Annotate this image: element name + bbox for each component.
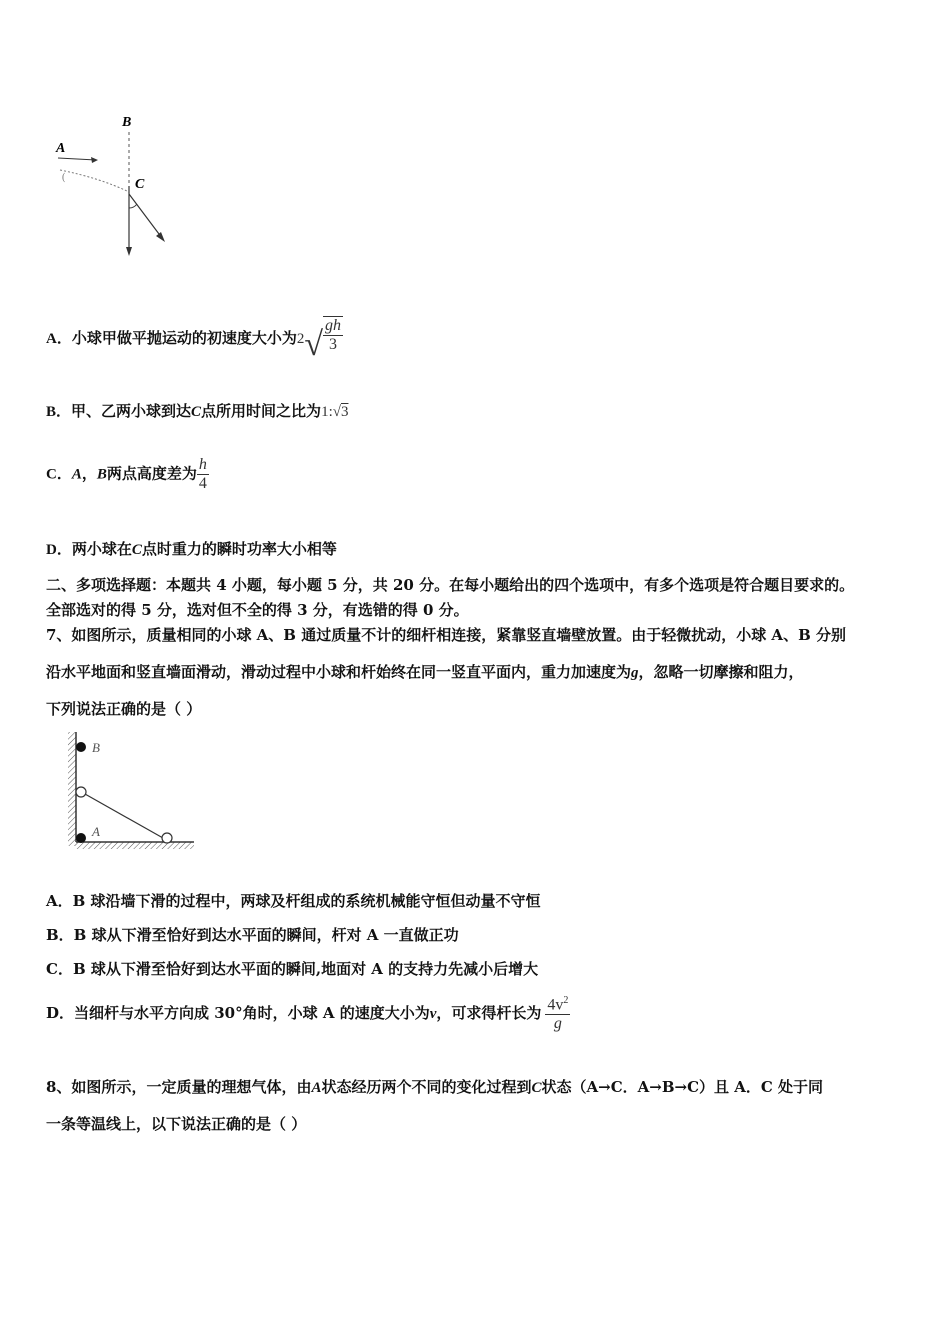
figure2-label-A: A (92, 824, 100, 839)
section2-line1: 二、多项选择题：本题共 4 小题，每小题 5 分，共 20 分。在每小题给出的四个选项中，有多个选项是符合题目要求的。 (46, 576, 855, 594)
ground-hatching (76, 842, 194, 849)
fraction-gh-3: $\frac{gh}{3}$ (325, 317, 342, 353)
vertical-arrowhead (126, 247, 132, 256)
angle-arc (129, 204, 137, 208)
oblique-arrowhead (156, 232, 165, 242)
ball-start-mark: ( (62, 172, 66, 183)
trajectory-curve (60, 170, 129, 192)
q7-line1: 7、如图所示，质量相同的小球 A、B 通过质量不计的细杆相连接，紧靠竖直墙壁放置。由于轻微扰动，小球 A、B 分别 (46, 626, 846, 644)
q8-line1: 8、如图所示，一定质量的理想气体，由A状态经历两个不同的变化过程到C状态（A→C．A→B→C）且 A．C 处于同 (46, 1078, 824, 1096)
ball-b-position (76, 787, 86, 797)
section2-line2: 全部选对的得 5 分，选对但不全的得 3 分，有选错的得 0 分。 (46, 601, 469, 619)
initial-velocity-arrowhead (91, 157, 98, 163)
fraction-h-4: $\frac{h}{4}$ (198, 456, 207, 492)
q7-line3: 下列说法正确的是（ ） (46, 700, 202, 718)
q7-option-c: C．B 球从下滑至恰好到达水平面的瞬间,地面对 A 的支持力先减小后增大 (46, 960, 539, 978)
option-a: A．小球甲做平抛运动的初速度大小为2 √ $\frac{gh}{3}$ (46, 317, 342, 363)
q7-line2: 沿水平地面和竖直墙面滑动，滑动过程中小球和杆始终在同一竖直平面内，重力加速度为g，忽略一切摩擦和阻力， (46, 663, 804, 681)
option-d: D．两小球在C点时重力的瞬时功率大小相等 (46, 540, 337, 558)
sqrt-expression: √ $\frac{gh}{3}$ (304, 317, 342, 363)
figure1-label-A: A (56, 141, 66, 156)
option-b: B．甲、乙两小球到达C点所用时间之比为1:√3 (46, 402, 349, 420)
ball-a-initial (76, 833, 86, 843)
ball-a-position (162, 833, 172, 843)
option-c: C．A，B两点高度差为 $\frac{h}{4}$ (46, 456, 207, 492)
q7-option-a: A．B 球沿墙下滑的过程中，两球及杆组成的系统机械能守恒但动量不守恒 (46, 892, 541, 910)
fraction-4v2-g: $\frac{4v^2}{g}$ (547, 995, 569, 1033)
q7-option-b: B．B 球从下滑至恰好到达水平面的瞬间，杆对 A 一直做正功 (46, 926, 459, 944)
wall-hatching (68, 732, 76, 846)
figure1-label-C: C (135, 177, 145, 192)
initial-velocity-arrow (58, 158, 96, 160)
projectile-figure (50, 108, 180, 263)
q7-option-d: D．当细杆与水平方向成 30°角时，小球 A 的速度大小为v，可求得杆长为 $\frac{4v^2}{g}$ (46, 995, 569, 1033)
figure1-label-B: B (122, 115, 132, 130)
oblique-velocity-arrow (129, 194, 162, 238)
ball-b-initial (76, 742, 86, 752)
rod-wall-figure (62, 728, 202, 856)
q8-line2: 一条等温线上，以下说法正确的是（ ） (46, 1115, 307, 1133)
figure2-label-B: B (92, 740, 100, 755)
